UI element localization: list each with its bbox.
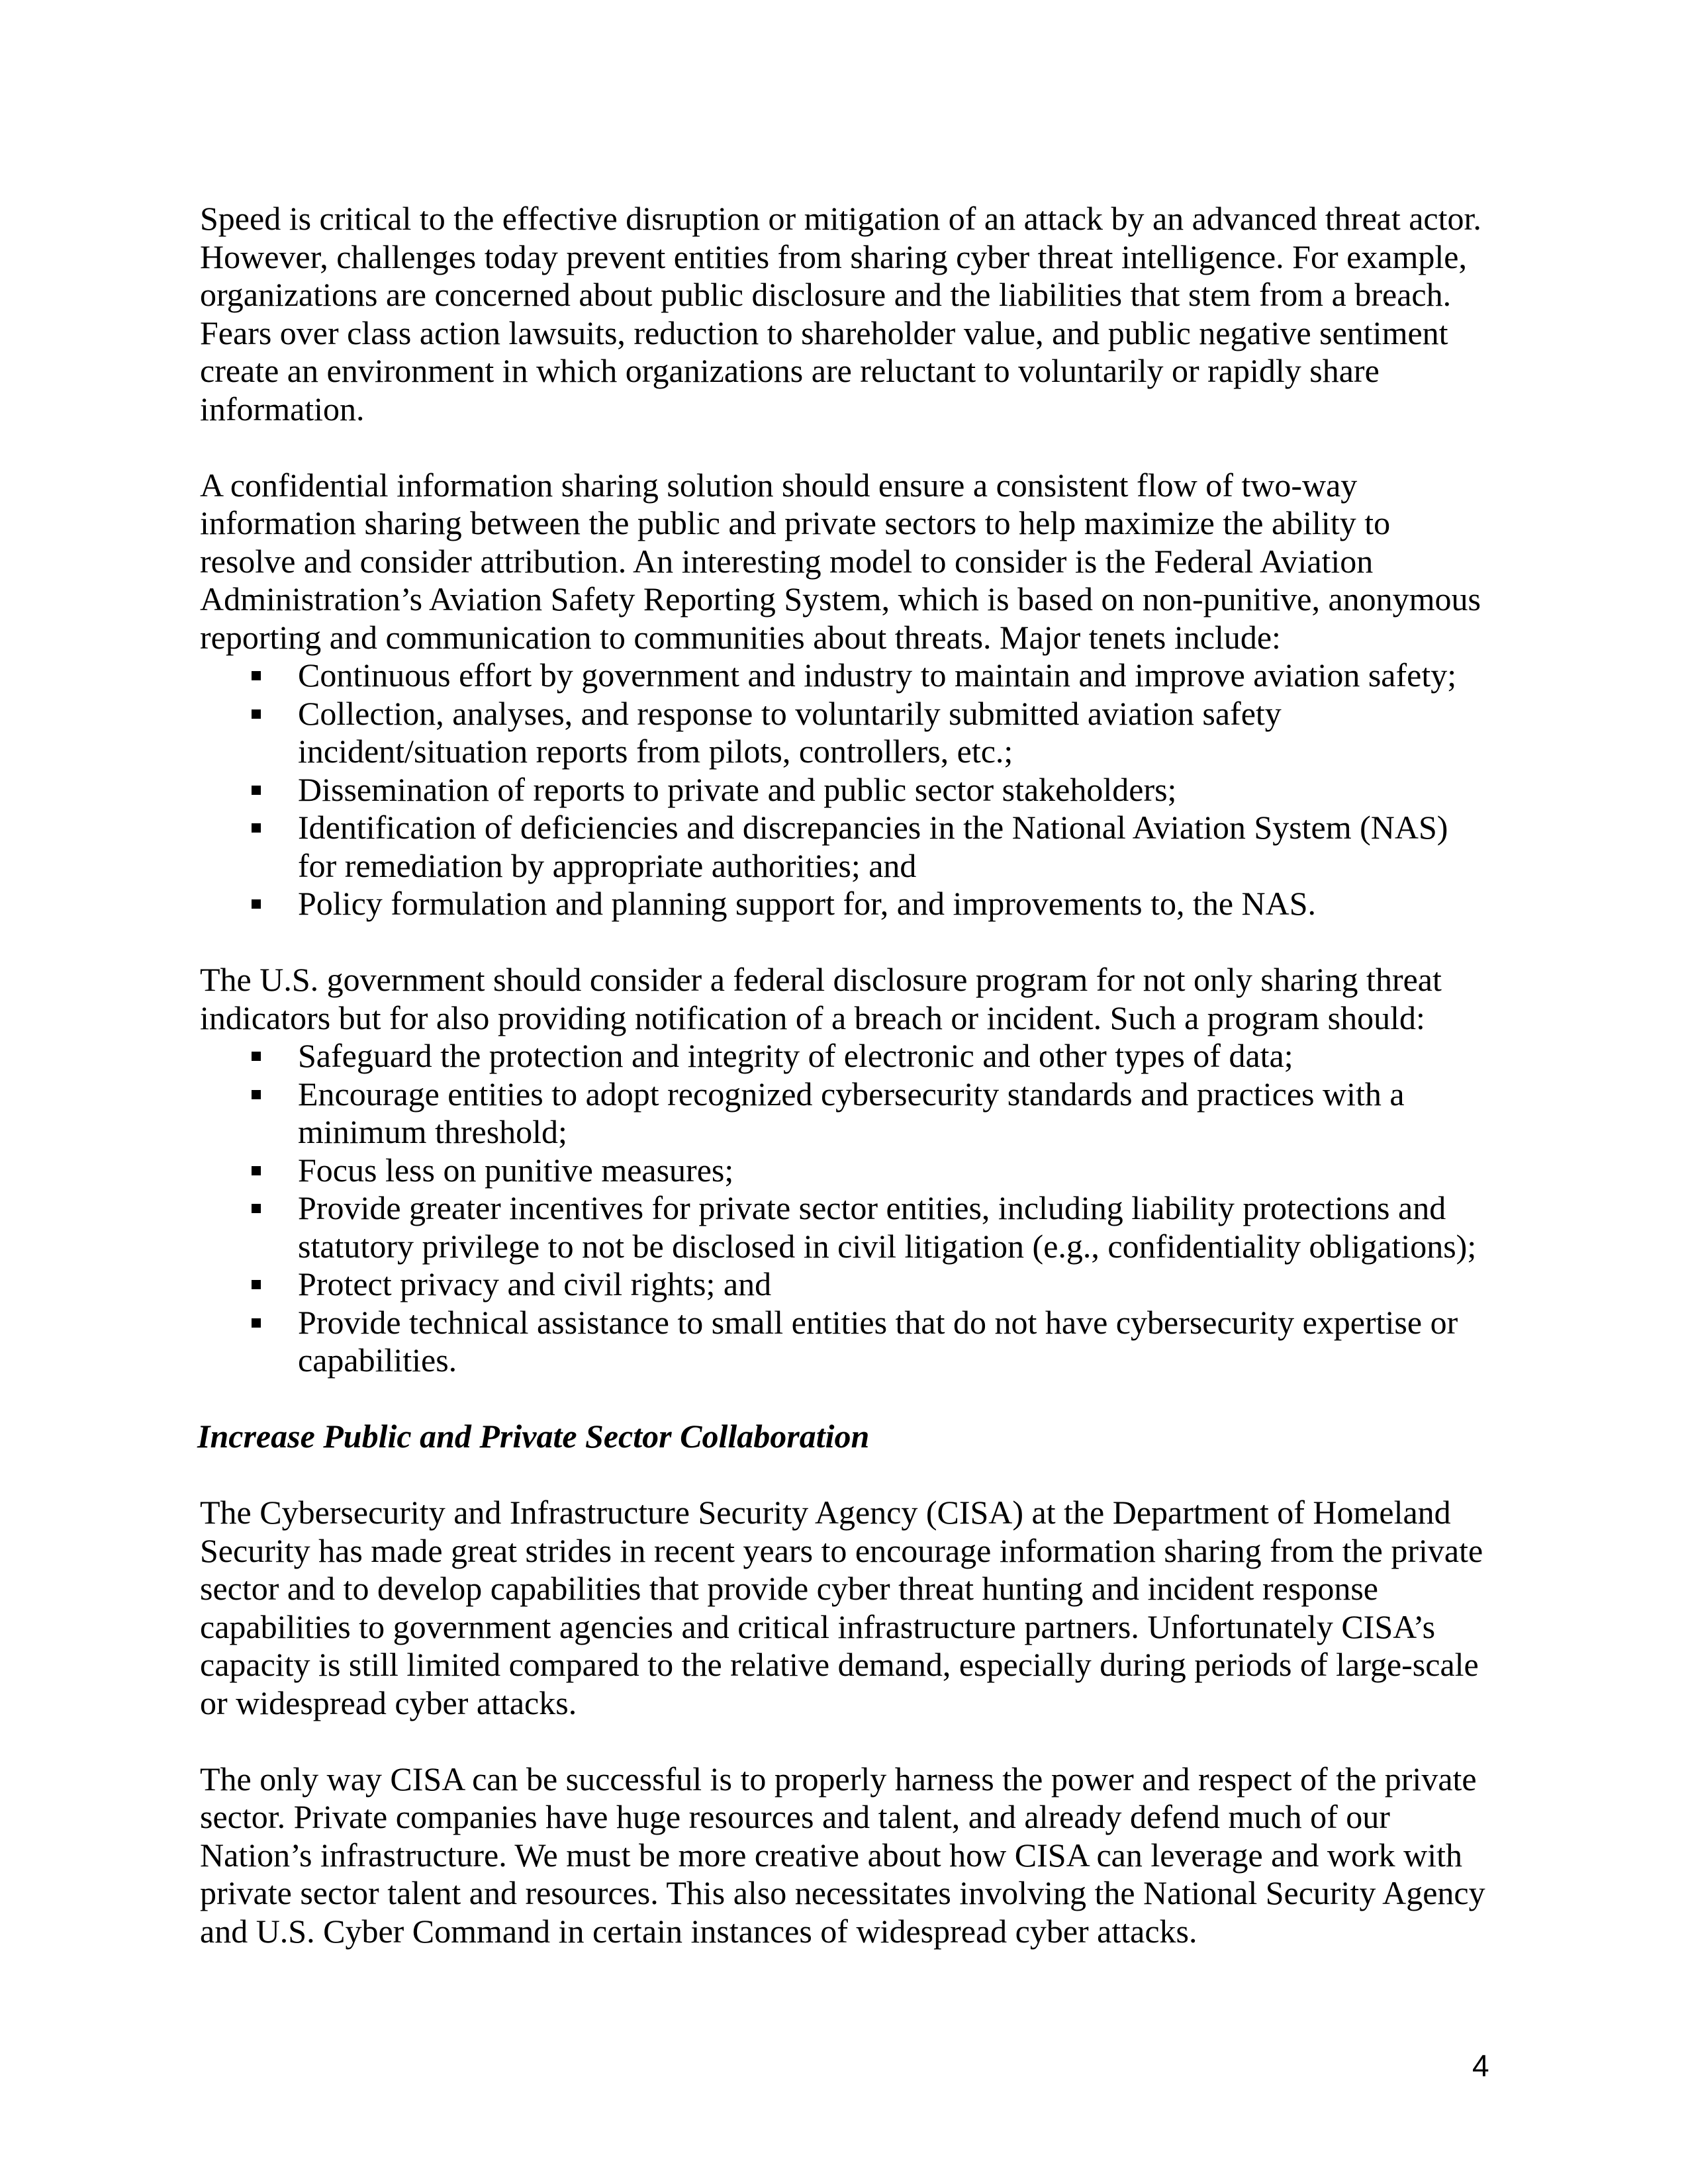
text-line: Nation’s infrastructure. We must be more creative about how CISA can leverage and work with — [200, 1836, 1462, 1874]
list-item — [200, 809, 1497, 885]
text-line: Continuous effort by government and industry to maintain and improve aviation safety; — [298, 657, 1457, 694]
text-line: Dissemination of reports to private and public sector stakeholders; — [298, 770, 1177, 808]
square-bullet-icon — [252, 709, 261, 719]
text-line: for remediation by appropriate authorities; and — [298, 846, 917, 884]
asrs-tenets-list — [200, 657, 1497, 923]
text-line: However, challenges today prevent entities from sharing cyber threat intelligence. For example, — [200, 238, 1467, 275]
square-bullet-icon — [252, 1090, 261, 1099]
paragraph-spacer — [200, 1380, 1497, 1418]
text-line: Protect privacy and civil rights; and — [298, 1265, 772, 1302]
text-line: Administration’s Aviation Safety Reporting System, which is based on non-punitive, anonymous — [200, 580, 1481, 617]
page-number: 4 — [1472, 2048, 1489, 2083]
section-heading: Increase Public and Private Sector Collaboration — [197, 1418, 870, 1455]
text-line: Safeguard the protection and integrity of electronic and other types of data; — [298, 1037, 1293, 1074]
text-line: indicators but for also providing notification of a breach or incident. Such a program should: — [200, 999, 1425, 1036]
text-line: capacity is still limited compared to the relative demand, especially during periods of large-scale — [200, 1646, 1479, 1683]
square-bullet-icon — [252, 786, 261, 795]
text-line: sector and to develop capabilities that provide cyber threat hunting and incident response — [200, 1570, 1378, 1607]
list-item — [200, 1265, 1497, 1304]
text-line: incident/situation reports from pilots, controllers, etc.; — [298, 733, 1013, 770]
text-line: Provide technical assistance to small entities that do not have cybersecurity expertise or — [298, 1303, 1458, 1341]
list-item — [200, 885, 1497, 923]
text-line: Fears over class action lawsuits, reduction to shareholder value, and public negative sentiment — [200, 314, 1448, 351]
paragraph-cisa-strides — [200, 1494, 1497, 1722]
text-line: information. — [200, 390, 365, 428]
text-line: information sharing between the public and private sectors to help maximize the ability to — [200, 504, 1391, 541]
text-line: Security has made great strides in recent years to encourage information sharing from the private — [200, 1531, 1483, 1569]
text-line: Policy formulation and planning support for, and improvements to, the NAS. — [298, 885, 1317, 922]
text-line: capabilities to government agencies and critical infrastructure partners. Unfortunately CISA’s — [200, 1608, 1436, 1645]
text-line: The U.S. government should consider a federal disclosure program for not only sharing threat — [200, 961, 1442, 998]
list-item — [200, 1304, 1497, 1380]
text-line: A confidential information sharing solution should ensure a consistent flow of two-way — [200, 466, 1358, 504]
list-item — [200, 1152, 1497, 1190]
text-line: resolve and consider attribution. An interesting model to consider is the Federal Aviation — [200, 542, 1374, 580]
text-line: Speed is critical to the effective disruption or mitigation of an attack by an advanced threat actor. — [200, 200, 1481, 237]
list-item — [200, 771, 1497, 809]
text-line: and U.S. Cyber Command in certain instances of widespread cyber attacks. — [200, 1912, 1197, 1950]
disclosure-program-list — [200, 1037, 1497, 1380]
document-body — [197, 200, 1497, 1950]
list-item — [200, 1189, 1497, 1265]
text-line: Identification of deficiencies and discrepancies in the National Aviation System (NAS) — [298, 809, 1448, 846]
list-item — [200, 1037, 1497, 1075]
text-line: private sector talent and resources. This also necessitates involving the National Security Agency — [200, 1874, 1485, 1911]
square-bullet-icon — [252, 899, 261, 909]
text-line: Collection, analyses, and response to voluntarily submitted aviation safety — [298, 694, 1282, 732]
square-bullet-icon — [252, 823, 261, 833]
text-line: reporting and communication to communities about threats. Major tenets include: — [200, 618, 1281, 656]
text-line: create an environment in which organizations are reluctant to voluntarily or rapidly share — [200, 352, 1380, 389]
square-bullet-icon — [252, 671, 261, 680]
text-line: sector. Private companies have huge resources and talent, and already defend much of our — [200, 1798, 1390, 1835]
text-line: Provide greater incentives for private sector entities, including liability protections and — [298, 1189, 1446, 1226]
paragraph-federal-disclosure-program — [200, 961, 1497, 1037]
paragraph-speed-is-critical — [200, 200, 1497, 428]
text-line: or widespread cyber attacks. — [200, 1684, 577, 1721]
paragraph-cisa-success — [200, 1760, 1497, 1951]
square-bullet-icon — [252, 1052, 261, 1061]
text-line: capabilities. — [298, 1342, 457, 1379]
square-bullet-icon — [252, 1318, 261, 1328]
text-line: minimum threshold; — [298, 1113, 567, 1150]
text-line: The Cybersecurity and Infrastructure Security Agency (CISA) at the Department of Homeland — [200, 1494, 1451, 1531]
list-item — [200, 1075, 1497, 1152]
paragraph-spacer — [200, 923, 1497, 962]
paragraph-spacer — [200, 428, 1497, 467]
text-line: Focus less on punitive measures; — [298, 1151, 734, 1189]
square-bullet-icon — [252, 1166, 261, 1175]
text-line: The only way CISA can be successful is to properly harness the power and respect of the private — [200, 1760, 1477, 1797]
text-line: Encourage entities to adopt recognized cybersecurity standards and practices with a — [298, 1075, 1405, 1113]
paragraph-spacer — [200, 1456, 1497, 1494]
paragraph-spacer — [200, 1722, 1497, 1760]
text-line: organizations are concerned about public disclosure and the liabilities that stem from a breach. — [200, 276, 1452, 313]
list-item — [200, 657, 1497, 695]
text-line: statutory privilege to not be disclosed in civil litigation (e.g., confidentiality obligations); — [298, 1227, 1477, 1265]
paragraph-confidential-sharing — [200, 467, 1497, 657]
square-bullet-icon — [252, 1280, 261, 1289]
square-bullet-icon — [252, 1204, 261, 1213]
list-item — [200, 695, 1497, 771]
